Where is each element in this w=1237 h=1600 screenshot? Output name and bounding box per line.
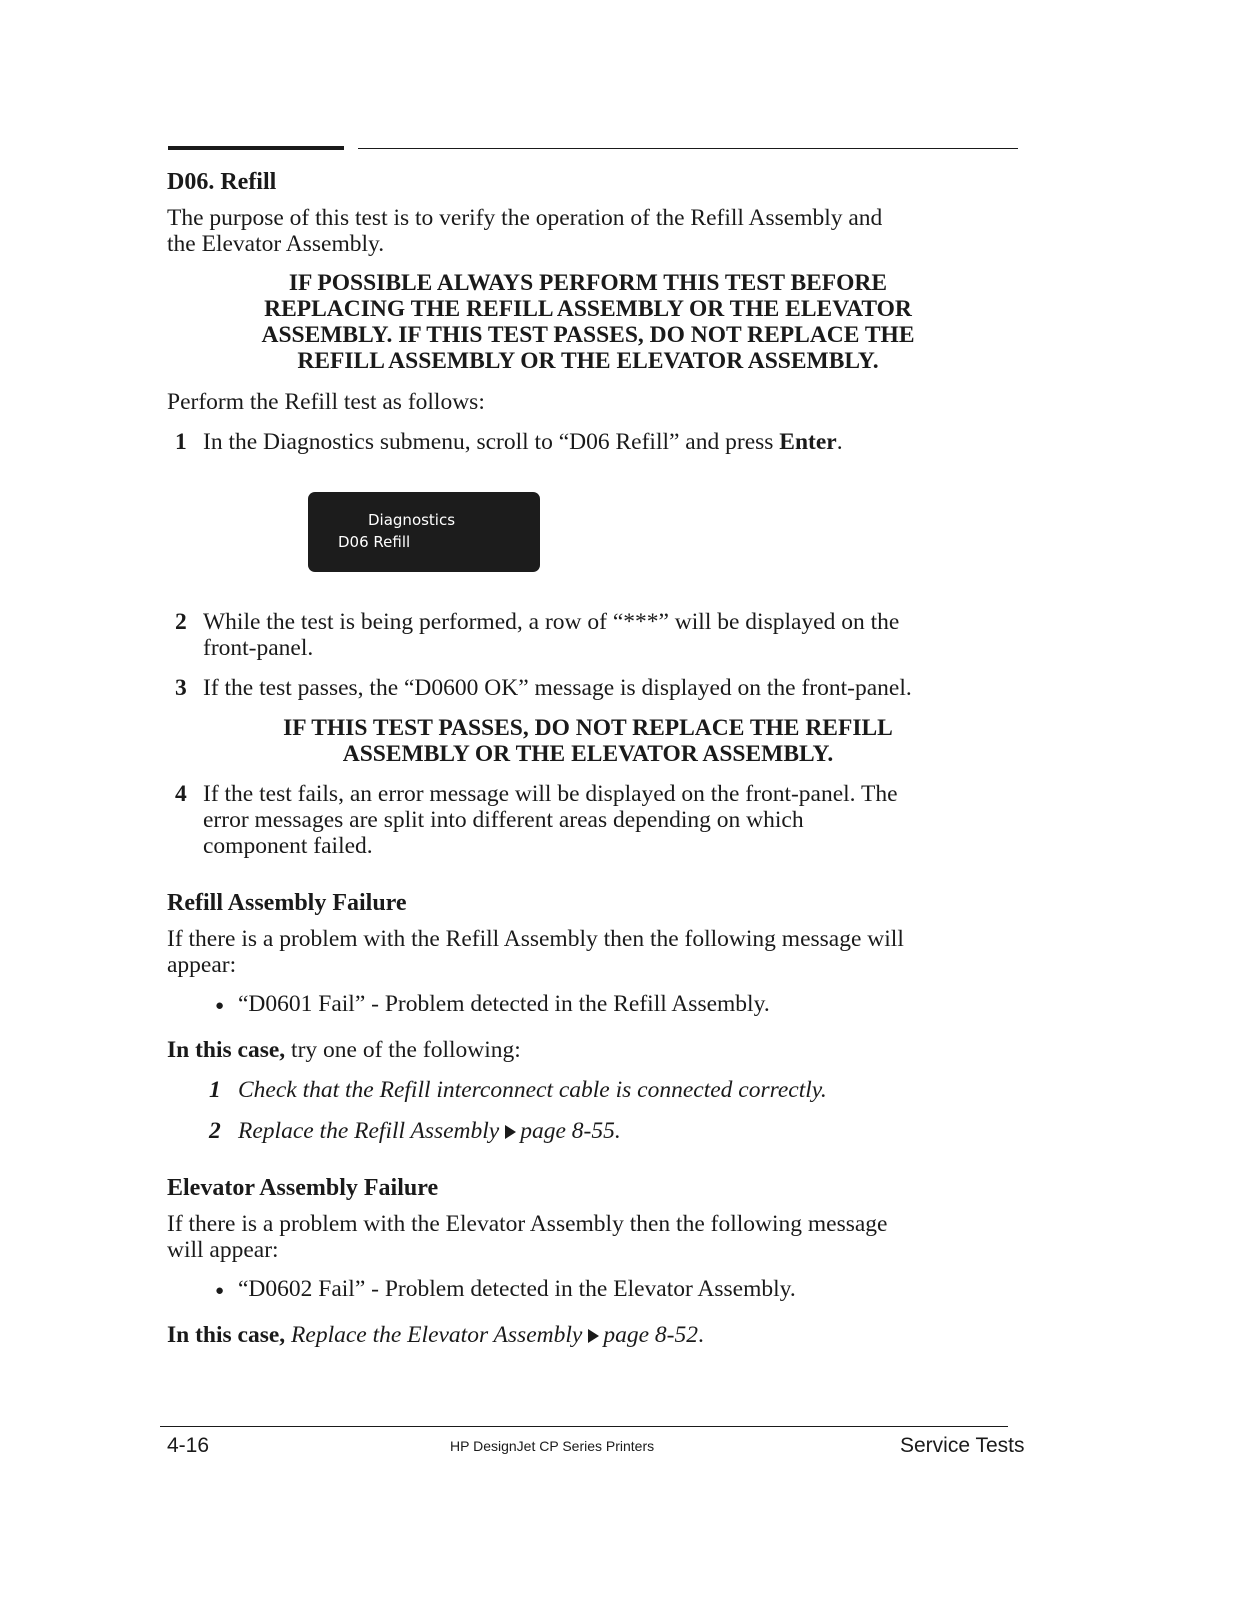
panel-line-item: D06 Refill xyxy=(338,533,411,551)
intro-text xyxy=(167,205,882,257)
front-panel-display xyxy=(308,492,540,572)
page-number: 4-16 xyxy=(167,1434,210,1457)
step-number: 1 xyxy=(175,429,187,455)
footer-rule xyxy=(160,1426,1008,1427)
elevator-case-text: In this case, Replace the Elevator Assembly page 8-52. xyxy=(167,1322,704,1348)
step-text: While the test is being performed, a row of “***” will be displayed on the front-panel. xyxy=(203,609,900,661)
page-reference-arrow-icon xyxy=(505,1125,516,1139)
perform-text: Perform the Refill test as follows: xyxy=(167,389,485,415)
warning-block xyxy=(167,715,1009,767)
intro-line: The purpose of this test is to verify the operation of the Refill Assembly and xyxy=(167,205,883,231)
enter-key-label: Enter xyxy=(779,429,837,455)
intro-line: the Elevator Assembly. xyxy=(167,231,385,257)
elevator-failure-message: “D0602 Fail” - Problem detected in the Elevator Assembly. xyxy=(238,1276,796,1302)
section-title: D06. Refill xyxy=(167,169,277,195)
page-reference-link[interactable]: page 8-55. xyxy=(520,1118,621,1144)
step-number: 4 xyxy=(175,781,187,807)
elevator-failure-title: Elevator Assembly Failure xyxy=(167,1175,439,1201)
header-rule-thin xyxy=(358,148,1018,149)
warning-line: IF POSSIBLE ALWAYS PERFORM THIS TEST BEFORE xyxy=(288,270,888,296)
bullet-icon: ● xyxy=(215,998,225,1014)
warning-line: ASSEMBLY OR THE ELEVATOR ASSEMBLY. xyxy=(342,741,834,767)
step-number: 3 xyxy=(175,675,187,701)
page-reference-arrow-icon xyxy=(588,1329,599,1343)
action-text: Check that the Refill interconnect cable is connected correctly. xyxy=(238,1077,827,1103)
step-text: If the test passes, the “D0600 OK” message is displayed on the front-panel. xyxy=(203,675,912,701)
step-text: In the Diagnostics submenu, scroll to “D06 Refill” and press Enter. xyxy=(203,429,843,455)
warning-line: ASSEMBLY. IF THIS TEST PASSES, DO NOT REPLACE THE xyxy=(261,322,915,348)
warning-line: REFILL ASSEMBLY OR THE ELEVATOR ASSEMBLY. xyxy=(297,348,879,374)
action-number: 1 xyxy=(209,1077,221,1103)
step-number: 2 xyxy=(175,609,187,635)
step-text: If the test fails, an error message will be displayed on the front-panel. The error messages are split into different areas depending on which component failed. xyxy=(203,781,898,859)
warning-line: REPLACING THE REFILL ASSEMBLY OR THE ELEVATOR xyxy=(264,296,912,322)
refill-failure-title: Refill Assembly Failure xyxy=(167,890,407,916)
action-text: Replace the Refill Assembly page 8-55. xyxy=(238,1118,621,1144)
warning-block xyxy=(167,270,1009,374)
header-rule-thick xyxy=(168,146,344,150)
refill-case-text: In this case, try one of the following: xyxy=(167,1037,521,1063)
action-number: 2 xyxy=(209,1118,221,1144)
footer-chapter: Service Tests xyxy=(900,1434,1025,1457)
warning-line: IF THIS TEST PASSES, DO NOT REPLACE THE REFILL xyxy=(283,715,893,741)
elevator-failure-text: If there is a problem with the Elevator Assembly then the following message will appear: xyxy=(167,1211,888,1263)
refill-failure-message: “D0601 Fail” - Problem detected in the Refill Assembly. xyxy=(238,991,770,1017)
page-reference-link[interactable]: page 8-52 xyxy=(603,1322,698,1348)
refill-failure-text: If there is a problem with the Refill Assembly then the following message will appear: xyxy=(167,926,904,978)
footer-book-title: HP DesignJet CP Series Printers xyxy=(450,1438,655,1454)
panel-line-menu: Diagnostics xyxy=(368,511,456,529)
bullet-icon: ● xyxy=(215,1283,225,1299)
